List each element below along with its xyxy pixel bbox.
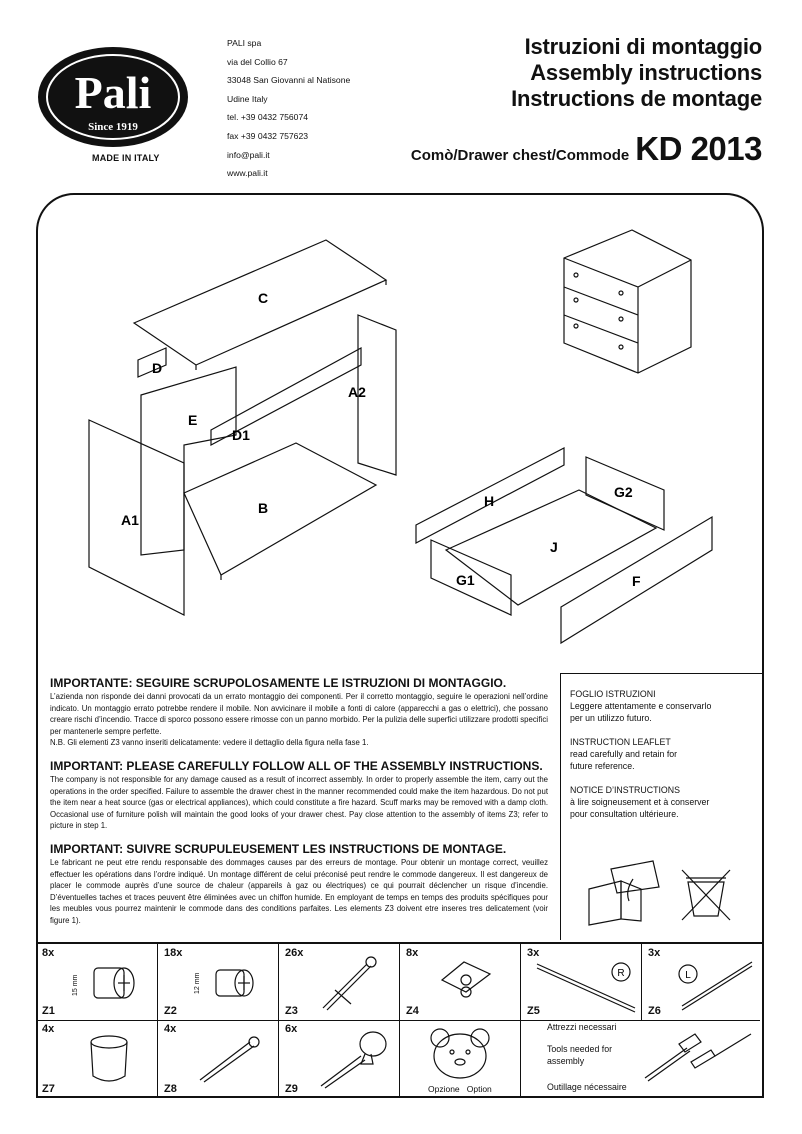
company-address bbox=[227, 34, 350, 183]
cam-bolt-icon bbox=[315, 954, 385, 1014]
hammer-screwdriver-icon bbox=[631, 1026, 756, 1092]
hardware-code: Z6 bbox=[648, 1005, 661, 1017]
hardware-grid bbox=[36, 942, 764, 1098]
hardware-qty: 8x bbox=[406, 947, 419, 959]
logo-since: Since 1919 bbox=[88, 121, 138, 133]
part-label: B bbox=[258, 500, 269, 516]
part-label: A2 bbox=[348, 384, 366, 400]
leaflet-line: pour consultation ultérieure. bbox=[570, 809, 679, 819]
part-label: E bbox=[188, 412, 198, 428]
notice-en bbox=[50, 760, 548, 832]
hardware-dim: 15 mm bbox=[72, 974, 79, 996]
leaflet-line: Leggere attentamente e conservarlo bbox=[570, 701, 712, 711]
hardware-qty: 4x bbox=[42, 1023, 55, 1035]
notice-body: L’azienda non risponde dei danni provocati da un errato montaggio dei componenti. Per il corretto montaggio, seguire le operazioni nell’ordine indicato. Un montaggio errato potrebbe rendere il mobile. Non avvicinare il mobile a fonti di calore (apparecchi a gas o elettrici), che possano creare rischi d’incendio. Tracce di sporco possono essere rimosse con un panno morbido. Per la pulizia delle superfici utilizzare prodotti specifici per mantenerle sempre perfette. bbox=[50, 692, 548, 736]
part-label: A1 bbox=[121, 512, 139, 528]
screw-icon bbox=[194, 1034, 264, 1084]
cam-lock-small-icon bbox=[210, 960, 260, 1006]
hardware-qty: 8x bbox=[42, 947, 55, 959]
foot-icon bbox=[84, 1030, 134, 1090]
part-label: C bbox=[258, 290, 269, 306]
part-label: H bbox=[484, 493, 495, 509]
part-label: G1 bbox=[456, 572, 475, 588]
address-website[interactable]: www.pali.it bbox=[227, 168, 268, 179]
hardware-code: Z2 bbox=[164, 1005, 177, 1017]
tools-en-1: Tools needed for bbox=[547, 1044, 613, 1054]
address-line: fax +39 0432 757623 bbox=[227, 130, 308, 141]
corner-bracket-icon bbox=[436, 954, 496, 1004]
hardware-code: Z8 bbox=[164, 1083, 177, 1095]
leaflet-fr bbox=[570, 784, 763, 820]
part-label: D bbox=[152, 360, 163, 376]
address-line: Udine Italy bbox=[227, 93, 268, 104]
leaflet-line: per un utilizzo futuro. bbox=[570, 713, 652, 723]
tools-en-2: assembly bbox=[547, 1056, 585, 1066]
product-description: Comò/Drawer chest/Commode bbox=[410, 147, 630, 164]
title-en: Assembly instructions bbox=[530, 60, 762, 85]
title-it: Istruzioni di montaggio bbox=[524, 34, 762, 59]
part-label: D1 bbox=[232, 427, 250, 443]
hardware-code: Z5 bbox=[527, 1005, 540, 1017]
hardware-code: Z3 bbox=[285, 1005, 298, 1017]
part-label: F bbox=[632, 573, 641, 589]
logo-text: Pali bbox=[74, 67, 152, 118]
leaflet-line: future reference. bbox=[570, 761, 635, 771]
hardware-z8 bbox=[158, 1020, 279, 1098]
leaflet-box bbox=[560, 673, 763, 940]
leaflet-en bbox=[570, 736, 763, 772]
tools-it: Attrezzi necessari bbox=[547, 1022, 617, 1032]
notice-heading: IMPORTANT: PLEASE CAREFULLY FOLLOW ALL OF THE ASSEMBLY INSTRUCTIONS. bbox=[50, 759, 543, 773]
runner-mark: R bbox=[617, 968, 625, 979]
exploded-diagram bbox=[36, 195, 764, 660]
hardware-code: Z9 bbox=[285, 1083, 298, 1095]
address-line: PALI spa bbox=[227, 38, 262, 48]
runner-mark: L bbox=[685, 970, 691, 981]
hardware-code: Z7 bbox=[42, 1083, 55, 1095]
hardware-z2 bbox=[158, 944, 279, 1020]
hardware-z6 bbox=[642, 944, 760, 1020]
option-label: Opzione Option bbox=[428, 1084, 492, 1094]
hardware-z1 bbox=[36, 944, 158, 1020]
hardware-qty: 3x bbox=[648, 947, 661, 959]
hardware-dim: 12 mm bbox=[194, 972, 201, 994]
drawer-runner-right-icon bbox=[535, 954, 640, 1014]
part-label: J bbox=[550, 539, 558, 555]
document-titles bbox=[511, 34, 762, 112]
drawer-runner-left-icon bbox=[652, 954, 757, 1014]
address-line: 33048 San Giovanni al Natisone bbox=[227, 75, 351, 86]
product-line bbox=[411, 130, 762, 168]
hardware-qty: 3x bbox=[527, 947, 540, 959]
title-fr: Instructions de montage bbox=[511, 86, 762, 111]
hardware-z5 bbox=[521, 944, 642, 1020]
notice-heading: IMPORTANTE: SEGUIRE SCRUPOLOSAMENTE LE ISTRUZIONI DI MONTAGGIO. bbox=[50, 676, 507, 690]
hardware-code: Z4 bbox=[406, 1005, 419, 1017]
hardware-code: Z1 bbox=[42, 1005, 55, 1017]
hardware-option bbox=[400, 1020, 521, 1098]
cam-lock-icon bbox=[88, 960, 138, 1006]
leaflet-line: à lire soigneusement et à conserver bbox=[570, 797, 710, 807]
leaflet-it bbox=[570, 688, 763, 724]
leaflet-title: FOGLIO ISTRUZIONI bbox=[570, 689, 656, 699]
hardware-qty: 6x bbox=[285, 1023, 298, 1035]
address-line: tel. +39 0432 756074 bbox=[227, 112, 308, 123]
do-not-discard-icon bbox=[676, 864, 736, 924]
knob-icon bbox=[315, 1026, 390, 1092]
product-code: KD 2013 bbox=[635, 130, 762, 167]
leaflet-title: INSTRUCTION LEAFLET bbox=[570, 737, 671, 747]
notice-fr bbox=[50, 843, 548, 927]
tools-needed bbox=[521, 1020, 760, 1098]
keep-leaflet-icon bbox=[581, 859, 661, 929]
notice-body: Le fabricant ne peut etre rendu responsable des dommages causes par des erreurs de montage. Pour obtenir un montage correct, veuillez effectuer les opérations dans l’ordre indiqué. Un montage différent de celui préconisé peut rendre le commode dangereux. Il est dangereux de placer le commode auprès d’une source de chaleur (appareils à gaz ou électriques) ce qui pourrait déclencher un risque d’incendie. D’éventuelles taches et traces peuvent être éliminées avec un chiffon humide. En employant de temps en temps des produits spécifiques pour les meubles vous pourrez maintenir le commode dans des conditions parfaites. Les elements Z3 doivent etre inseres tres delicatement (voir figure 1). bbox=[50, 858, 548, 925]
hardware-z4 bbox=[400, 944, 521, 1020]
tools-fr: Outillage nécessaire bbox=[547, 1082, 627, 1092]
hardware-qty: 18x bbox=[164, 947, 183, 959]
address-line: via del Collio 67 bbox=[227, 56, 288, 67]
hardware-z9 bbox=[279, 1020, 400, 1098]
notice-heading: IMPORTANT: SUIVRE SCRUPULEUSEMENT LES INSTRUCTIONS DE MONTAGE. bbox=[50, 842, 507, 856]
hardware-z7 bbox=[36, 1020, 158, 1098]
notice-body: The company is not responsible for any damage caused as a result of incorrect assembly. In order to properly assemble the item, carry out the operations in the order specified. Failure to assemble the drawer chest in the manner recommended could make the item hazardous. Do not put the item near a heat source (gas or electrical appliances), which could constitute a fire hazard. Scuff marks may be removed with a damp cloth. Occasional use of furniture polish will maintain the good looks of your drawer chest. Pay close attention to the assembly of items Z3; refer to picture in step 1. bbox=[50, 775, 548, 831]
hardware-qty: 4x bbox=[164, 1023, 177, 1035]
part-label: G2 bbox=[614, 484, 633, 500]
teddy-knob-icon bbox=[424, 1024, 496, 1082]
hardware-z3 bbox=[279, 944, 400, 1020]
notice-it bbox=[50, 677, 548, 749]
hardware-qty: 26x bbox=[285, 947, 304, 959]
leaflet-title: NOTICE D’INSTRUCTIONS bbox=[570, 785, 680, 795]
address-email[interactable]: info@pali.it bbox=[227, 149, 270, 160]
made-in-italy: MADE IN ITALY bbox=[92, 153, 160, 163]
pali-logo bbox=[37, 46, 189, 148]
leaflet-line: read carefully and retain for bbox=[570, 749, 678, 759]
notice-body: N.B. Gli elementi Z3 vanno inseriti delicatamente: vedere il dettaglio della figura nella fase 1. bbox=[50, 738, 369, 748]
